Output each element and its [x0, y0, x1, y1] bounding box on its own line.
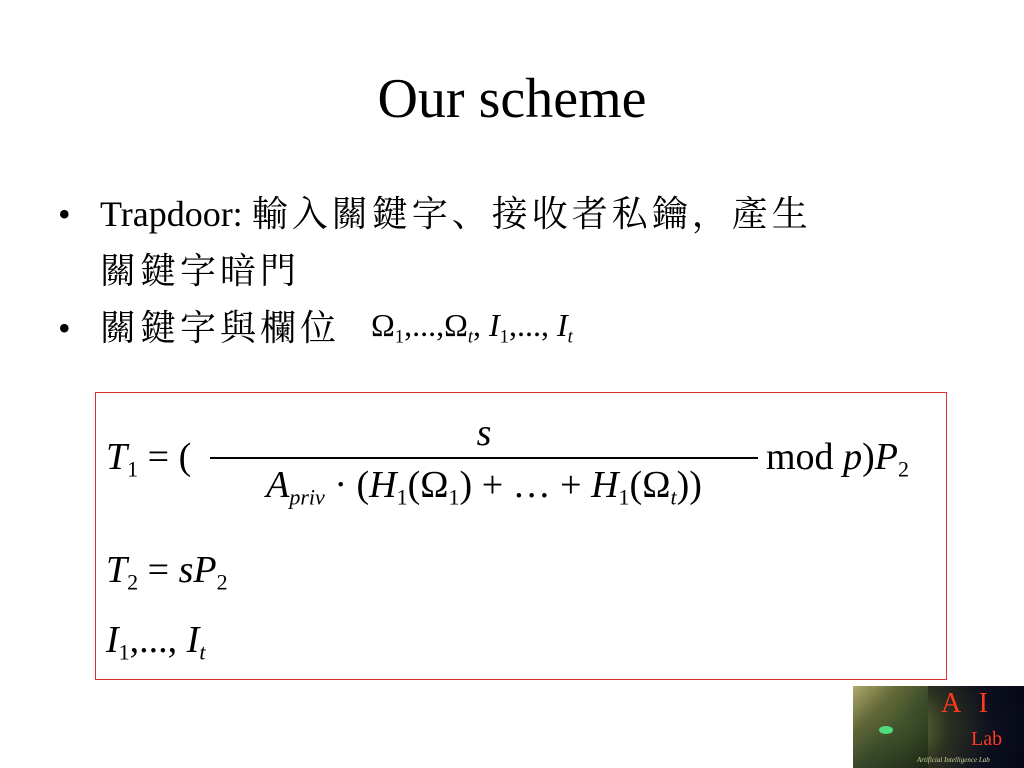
fraction — [210, 409, 758, 524]
fraction-denominator: $A_{priv} \cdot (H_1(\Omega_1)$ + … + $H_1(\Omega_t)$) — [266, 464, 702, 510]
bullet-dot-icon: • — [58, 308, 71, 348]
ai-lab-logo — [853, 686, 1024, 768]
logo-lab-text: Lab — [971, 728, 1003, 750]
logo-tagline: Artificial Intelligence Lab — [917, 756, 990, 764]
bullet-text: 關鍵字與欄位 — [100, 308, 341, 349]
bullet-keywords-fields — [58, 300, 958, 369]
bullet-dot-icon: • — [58, 194, 71, 234]
bullet-trapdoor — [58, 186, 958, 300]
logo-ai-text: A I — [941, 688, 994, 719]
bullet-text-cont: 關鍵字暗門 — [100, 251, 301, 292]
bullet-prefix: Trapdoor: — [100, 194, 252, 234]
bullet-text: 輸入關鍵字、接收者私鑰，產生 — [251, 194, 812, 235]
equation-t1-lhs: $T_1$ = ( — [106, 436, 192, 482]
equation-t1-rhs: mod $p)P_2$ — [766, 436, 909, 482]
equation-index-list: $I_1$,..., $I_t$ — [106, 619, 206, 665]
fraction-numerator: s — [476, 412, 492, 454]
formula-box — [95, 392, 947, 680]
equation-t2: $T_2 = sP_2$ — [106, 549, 228, 595]
bullet-list — [58, 186, 958, 369]
robot-eye-icon — [879, 726, 893, 734]
slide-title: Our scheme — [377, 68, 647, 130]
inline-math: $\Omega_1,...,\Omega_t$, $I_1$,..., $I_t$ — [371, 307, 573, 348]
